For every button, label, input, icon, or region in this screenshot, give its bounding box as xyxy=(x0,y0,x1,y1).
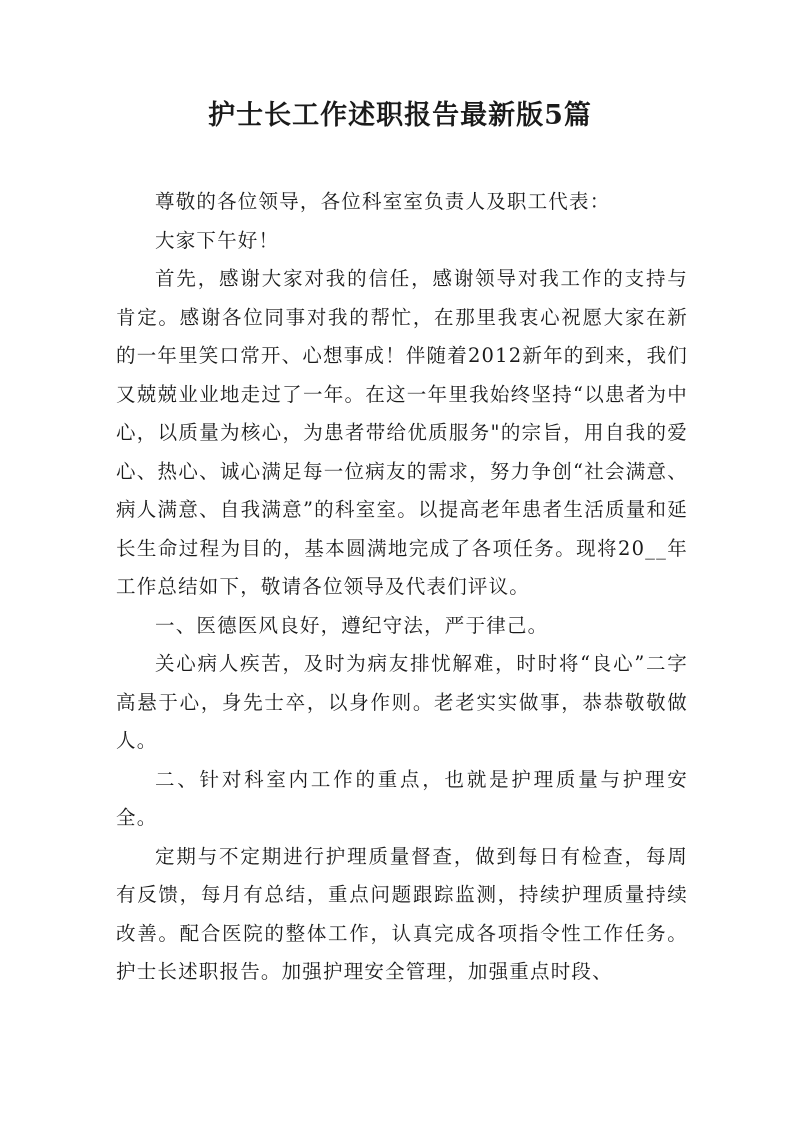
paragraph-greeting: 大家下午好！ xyxy=(155,228,280,252)
document-body xyxy=(116,183,688,992)
paragraph-introduction: 首先，感谢大家对我的信任，感谢领导对我工作的支持与肯定。感谢各位同事对我的帮忙，在那里我衷心祝愿大家在新的一年里笑口常开、心想事成！伴随着2012新年的到来，我们又兢兢业业地走过了一年。在这一年里我始终坚持“以患者为中心，以质量为核心，为患者带给优质服务"的宗旨，用自我的爱心、热心、诚心满足每一位病友的需求，努力争创“社会满意、病人满意、自我满意”的科室室。以提高老年患者生活质量和延长生命过程为目的，基本圆满地完成了各项任务。现将20__年工作总结如下，敬请各位领导及代表们评议。 xyxy=(116,267,688,598)
section-heading-ethics: 一、医德医风良好，遵纪守法，严于律己。 xyxy=(155,613,549,637)
section-heading-nursing-quality: 二、针对科室内工作的重点，也就是护理质量与护理安全。 xyxy=(116,767,688,829)
paragraph-ethics: 关心病人疾苦，及时为病友排忧解难，时时将“良心”二字高悬于心，身先士卒，以身作则。老老实实做事，恭恭敬敬做人。 xyxy=(116,652,688,752)
document-title: 护士长工作述职报告最新版5篇 xyxy=(208,100,592,131)
paragraph-nursing-quality: 定期与不定期进行护理质量督查，做到每日有检查，每周有反馈，每月有总结，重点问题跟踪监测，持续护理质量持续改善。配合医院的整体工作，认真完成各项指令性工作任务。护士长述职报告。加强护理安全管理，加强重点时段、 xyxy=(116,844,688,983)
paragraph-salutation: 尊敬的各位领导，各位科室室负责人及职工代表： xyxy=(155,190,611,213)
